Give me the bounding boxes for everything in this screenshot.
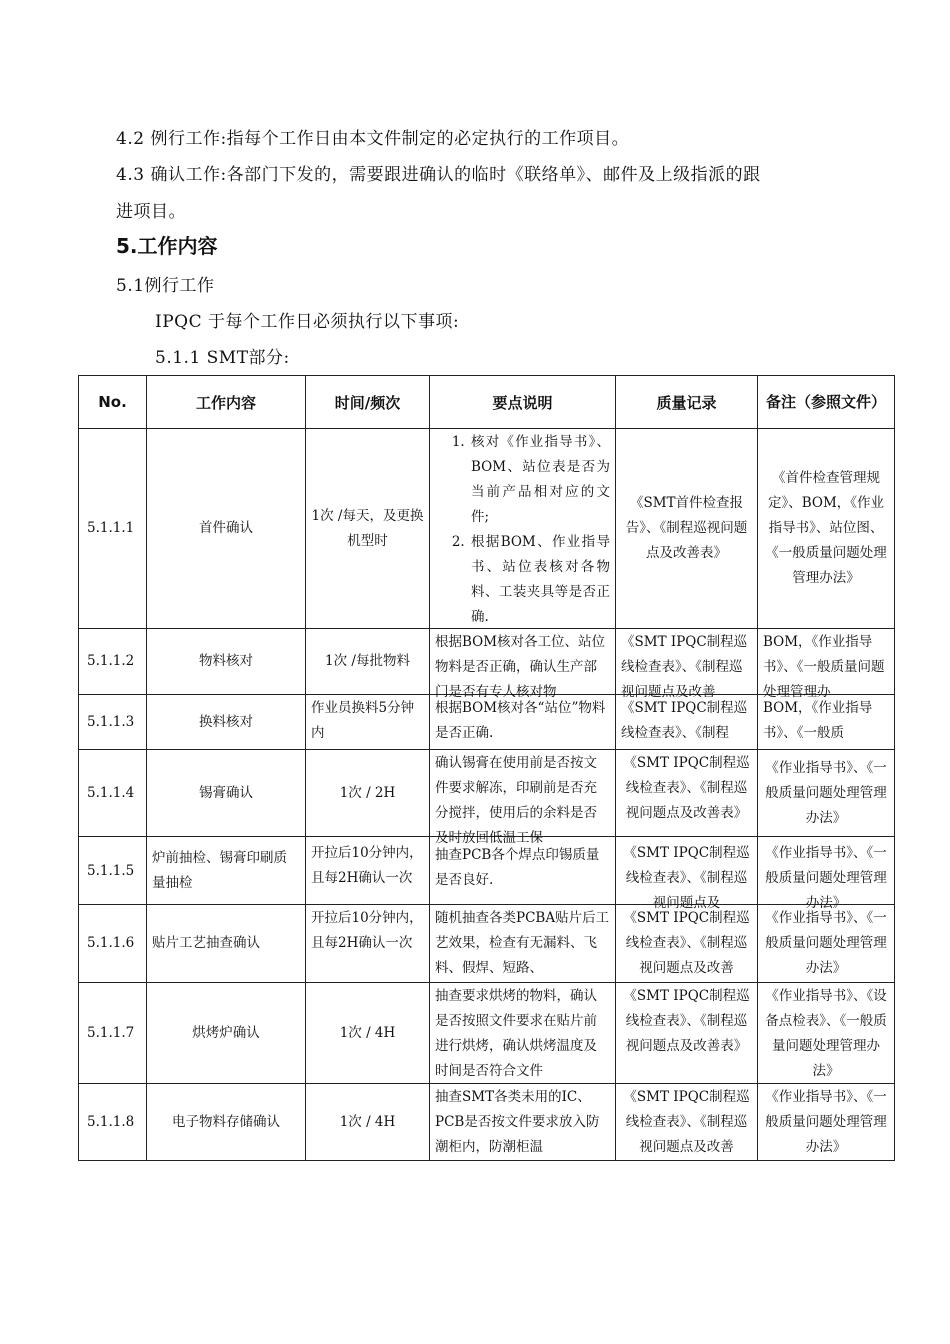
header-time: 时间/频次 bbox=[306, 376, 430, 429]
section-5-1: 5.1例行工作 bbox=[116, 276, 215, 296]
points-list bbox=[435, 430, 610, 630]
section-4-3-line1: 4.3 确认工作:各部门下发的，需要跟进确认的临时《联络单》、邮件及上级指派的跟 bbox=[116, 165, 761, 185]
cell-content-text: 炉前抽检、锡膏印刷质量抽检 bbox=[152, 849, 287, 891]
cell-content: 物料核对 bbox=[147, 629, 306, 695]
cell-no: 5.1.1.8 bbox=[79, 1084, 147, 1161]
cell-points: 抽查要求烘烤的物料，确认是否按照文件要求在贴片前进行烘烤，确认烘烤温度及时间是否符合文件 bbox=[430, 983, 616, 1084]
ipqc-intro: IPQC 于每个工作日必须执行以下事项: bbox=[155, 312, 460, 332]
cell-points: 根据BOM核对各工位、站位物料是否正确，确认生产部门是否有专人核对物 bbox=[430, 629, 616, 695]
cell-no: 5.1.1.7 bbox=[79, 983, 147, 1084]
cell-remark: 《作业指导书》、《设备点检表》、《一般质量问题处理管理办法》 bbox=[758, 983, 895, 1084]
cell-remark: BOM，《作业指导书》、《一般质 bbox=[758, 695, 895, 750]
cell-time: 1次 / 4H bbox=[306, 1084, 430, 1161]
cell-time: 开拉后10分钟内，且每2H确认一次 bbox=[306, 837, 430, 905]
header-record: 质量记录 bbox=[616, 376, 758, 429]
cell-points: 根据BOM核对各“站位”物料是否正确. bbox=[430, 695, 616, 750]
header-points: 要点说明 bbox=[430, 376, 616, 429]
table-row bbox=[79, 905, 895, 983]
section-4-2: 4.2 例行工作:指每个工作日由本文件制定的必定执行的工作项目。 bbox=[116, 129, 630, 149]
cell-points: 抽查SMT各类未用的IC、PCB是否按文件要求放入防潮柜内，防潮柜温 bbox=[430, 1084, 616, 1161]
cell-no: 5.1.1.4 bbox=[79, 750, 147, 837]
cell-remark: 《作业指导书》、《一般质量问题处理管理办法》 bbox=[758, 837, 895, 905]
list-item: 1. 核对《作业指导书》、BOM、站位表是否为当前产品相对应的文件; bbox=[469, 430, 610, 530]
cell-content: 烘烤炉确认 bbox=[147, 983, 306, 1084]
cell-no: 5.1.1.1 bbox=[79, 429, 147, 629]
cell-points: 抽查PCB各个焊点印锡质量是否良好. bbox=[430, 837, 616, 905]
cell-time bbox=[306, 429, 430, 629]
cell-time: 1次 /每批物料 bbox=[306, 629, 430, 695]
cell-remark-text: 《作业指导书》、《一般质量问题处理管理办法》 bbox=[765, 759, 887, 826]
table-row bbox=[79, 629, 895, 695]
cell-remark: BOM，《作业指导书》、《一般质量问题处理管理办 bbox=[758, 629, 895, 695]
cell-time: 1次 / 2H bbox=[306, 750, 430, 837]
cell-content bbox=[147, 837, 306, 905]
cell-no: 5.1.1.2 bbox=[79, 629, 147, 695]
cell-no: 5.1.1.5 bbox=[79, 837, 147, 905]
cell-no: 5.1.1.6 bbox=[79, 905, 147, 983]
table-row bbox=[79, 1084, 895, 1161]
cell-remark: 《作业指导书》、《一般质量问题处理管理办法》 bbox=[758, 905, 895, 983]
cell-remark bbox=[758, 750, 895, 837]
cell-record-text: 《SMT首件检查报告》、《制程巡视问题点及改善表》 bbox=[625, 495, 748, 561]
table-row bbox=[79, 750, 895, 837]
cell-points bbox=[430, 429, 616, 629]
cell-remark bbox=[758, 429, 895, 629]
cell-content: 首件确认 bbox=[147, 429, 306, 629]
cell-record: 《SMT IPQC制程巡线检查表》、《制程巡视问题点及 bbox=[616, 837, 758, 905]
cell-content: 锡膏确认 bbox=[147, 750, 306, 837]
cell-content: 换料核对 bbox=[147, 695, 306, 750]
cell-content: 电子物料存储确认 bbox=[147, 1084, 306, 1161]
cell-record: 《SMT IPQC制程巡线检查表》、《制程 bbox=[616, 695, 758, 750]
header-remark: 备注（参照文件） bbox=[758, 376, 895, 429]
cell-remark-text: 《首件检查管理规定》、BOM，《作业指导书》、站位图、《一般质量问题处理管理办法》 bbox=[765, 470, 887, 586]
cell-content: 贴片工艺抽查确认 bbox=[147, 905, 306, 983]
cell-record: 《SMT IPQC制程巡线检查表》、《制程巡视问题点及改善 bbox=[616, 905, 758, 983]
cell-record bbox=[616, 429, 758, 629]
section-5-heading: 5.工作内容 bbox=[116, 234, 218, 258]
table-row bbox=[79, 695, 895, 750]
cell-time: 作业员换料5分钟内 bbox=[306, 695, 430, 750]
cell-time: 1次 / 4H bbox=[306, 983, 430, 1084]
cell-time-text: 1次 /每天，及更换机型时 bbox=[311, 507, 424, 549]
cell-record: 《SMT IPQC制程巡线检查表》、《制程巡视问题点及改善 bbox=[616, 1084, 758, 1161]
cell-record: 《SMT IPQC制程巡线检查表》、《制程巡视问题点及改善 bbox=[616, 629, 758, 695]
table-header-row bbox=[79, 376, 895, 429]
table-row bbox=[79, 837, 895, 905]
table-row bbox=[79, 983, 895, 1084]
cell-points: 确认锡膏在使用前是否按文件要求解冻，印刷前是否充分搅拌，使用后的余料是否及时放回低温工保 bbox=[430, 750, 616, 837]
cell-record: 《SMT IPQC制程巡线检查表》、《制程巡视问题点及改善表》 bbox=[616, 750, 758, 837]
table-row bbox=[79, 429, 895, 629]
header-content: 工作内容 bbox=[147, 376, 306, 429]
header-no: No. bbox=[79, 376, 147, 429]
cell-points: 随机抽查各类PCBA贴片后工艺效果，检查有无漏料、飞料、假焊、短路、 bbox=[430, 905, 616, 983]
cell-remark: 《作业指导书》、《一般质量问题处理管理办法》 bbox=[758, 1084, 895, 1161]
cell-no: 5.1.1.3 bbox=[79, 695, 147, 750]
section-4-3-line2: 进项目。 bbox=[116, 202, 186, 222]
section-5-1-1: 5.1.1 SMT部分: bbox=[155, 348, 290, 368]
list-item: 2. 根据BOM、作业指导书、站位表核对各物料、工装夹具等是否正确. bbox=[469, 530, 610, 630]
cell-record: 《SMT IPQC制程巡线检查表》、《制程巡视问题点及改善表》 bbox=[616, 983, 758, 1084]
smt-work-table bbox=[78, 375, 895, 1161]
cell-time: 开拉后10分钟内，且每2H确认一次 bbox=[306, 905, 430, 983]
